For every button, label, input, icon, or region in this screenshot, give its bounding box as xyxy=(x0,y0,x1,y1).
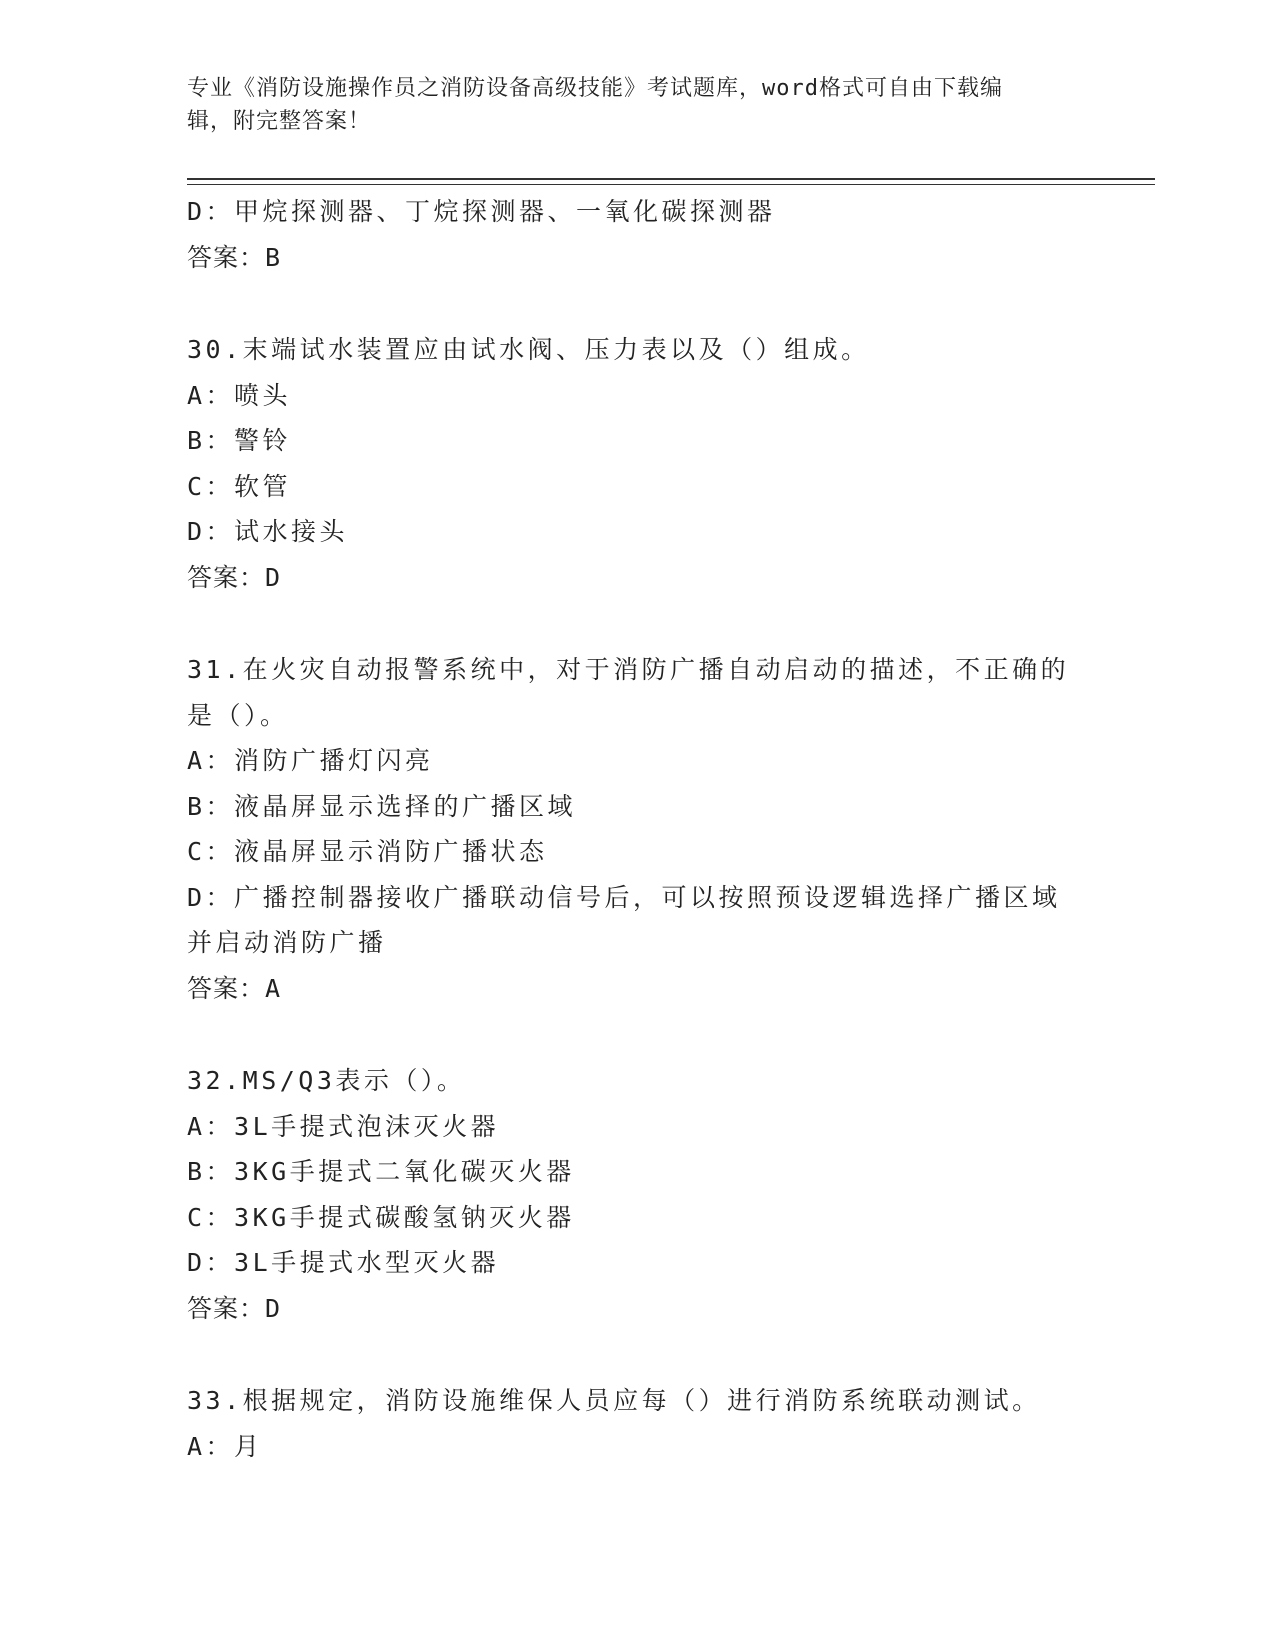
option-d-line-1: D：广播控制器接收广播联动信号后，可以按照预设逻辑选择广播区域 xyxy=(187,882,1061,912)
question-stem-line-2: 是（）。 xyxy=(187,700,289,730)
option-d: D：甲烷探测器、丁烷探测器、一氧化碳探测器 xyxy=(187,197,776,226)
header-line-2: 辑，附完整答案！ xyxy=(187,109,372,134)
question-list xyxy=(187,189,1087,1469)
option-c: C：液晶屏显示消防广播状态 xyxy=(187,837,548,866)
answer-line: 答案：A xyxy=(187,973,282,1003)
option-c: C：软管 xyxy=(187,471,292,501)
option-a: A：月 xyxy=(187,1431,263,1461)
header-line-1: 专业《消防设施操作员之消防设备高级技能》考试题库，word格式可自由下载编 xyxy=(187,76,1003,101)
header-divider-thick xyxy=(187,178,1155,180)
previous-question-tail xyxy=(187,189,1087,280)
option-d-line-2: 并启动消防广播 xyxy=(187,928,387,957)
question-31 xyxy=(187,647,1087,1011)
answer-line: 答案：B xyxy=(187,242,282,272)
question-33 xyxy=(187,1378,1087,1469)
option-b: B：液晶屏显示选择的广播区域 xyxy=(187,791,577,821)
question-stem-line-1: 31.在火灾自动报警系统中，对于消防广播自动启动的描述，不正确的 xyxy=(187,655,1070,684)
answer-line: 答案：D xyxy=(187,1293,282,1323)
document-header xyxy=(187,72,1067,138)
option-a: A：消防广播灯闪亮 xyxy=(187,746,434,775)
header-divider-thin xyxy=(187,184,1155,185)
question-stem: 30.末端试水装置应由试水阀、压力表以及（）组成。 xyxy=(187,335,870,364)
option-a: A：喷头 xyxy=(187,380,292,410)
answer-line: 答案：D xyxy=(187,562,282,592)
question-stem: 32.MS/Q3表示（）。 xyxy=(187,1066,466,1095)
question-stem: 33.根据规定，消防设施维保人员应每（）进行消防系统联动测试。 xyxy=(187,1386,1041,1415)
question-32 xyxy=(187,1058,1087,1331)
option-c: C：3KG手提式碳酸氢钠灭火器 xyxy=(187,1202,575,1232)
option-b: B：3KG手提式二氧化碳灭火器 xyxy=(187,1157,575,1186)
option-d: D：试水接头 xyxy=(187,517,349,546)
option-a: A：3L手提式泡沫灭火器 xyxy=(187,1111,500,1141)
option-d: D：3L手提式水型灭火器 xyxy=(187,1248,500,1277)
question-30 xyxy=(187,327,1087,600)
option-b: B：警铃 xyxy=(187,426,292,455)
